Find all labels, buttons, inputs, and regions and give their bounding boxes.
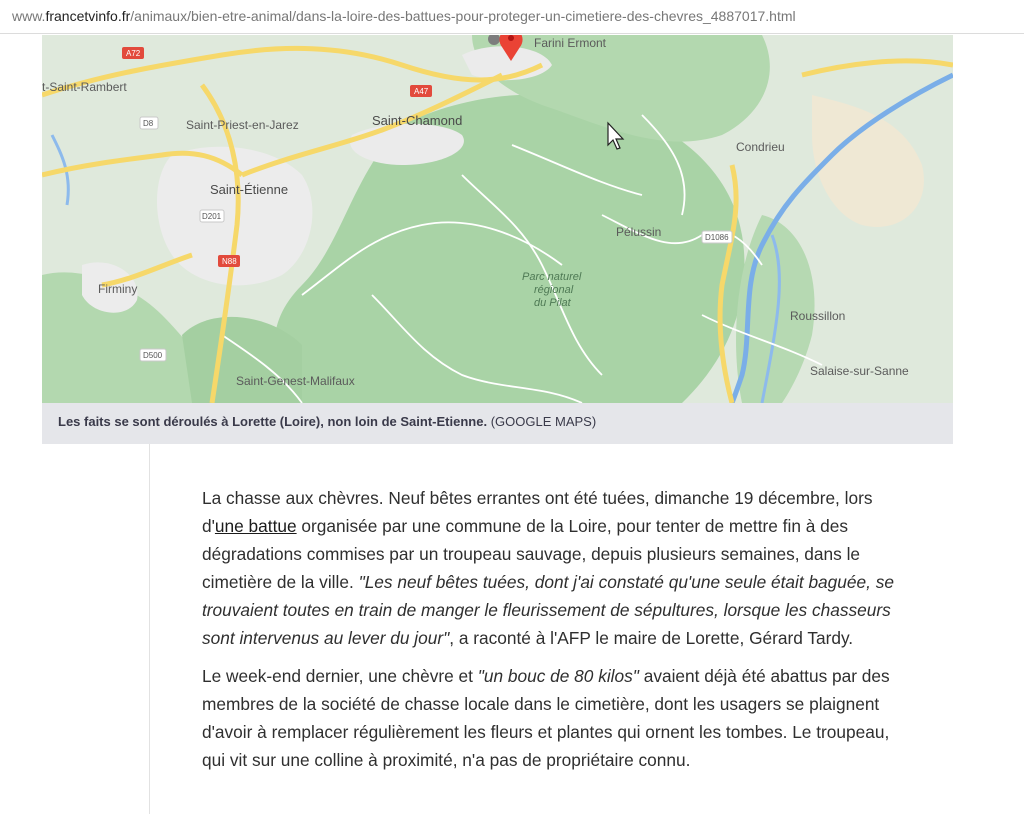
url-prefix: www. bbox=[12, 8, 46, 24]
map-caption bbox=[42, 403, 953, 444]
p1-text-a: La chasse aux chèvres. Neuf bêtes errantes ont été tuées, dimanche 19 décembre, lors d' bbox=[202, 488, 873, 536]
caption-text: Les faits se sont déroulés à Lorette (Loire), non loin de Saint-Etienne. bbox=[58, 414, 488, 429]
article-paragraph-2 bbox=[202, 662, 912, 774]
battue-link[interactable]: une battue bbox=[214, 516, 297, 536]
p1-text-b: organisée par une commune de la Loire, pour tenter de mettre fin à des dégradations commises par un troupeau sauvage, depuis plusieurs semaines, dans le cimetière de la ville. bbox=[202, 516, 861, 592]
road-n88-label: N88 bbox=[222, 257, 237, 266]
map-label-saint-etienne: Saint-Étienne bbox=[210, 182, 289, 197]
map-label-roussillon: Roussillon bbox=[790, 309, 846, 323]
article-body bbox=[202, 484, 912, 784]
map-label-park-line3: du Pilat bbox=[534, 297, 571, 309]
map-label-saint-genest: Saint-Genest-Malifaux bbox=[236, 374, 355, 388]
article-left-rule bbox=[149, 444, 150, 814]
p1-text-c: , a raconté à l'AFP le maire de Lorette, Gérard Tardy. bbox=[449, 628, 854, 648]
url-path: /animaux/bien-etre-animal/dans-la-loire-des-battues-pour-proteger-un-cimetiere-des-chevres_4887017.html bbox=[130, 8, 796, 24]
map-label-saint-rambert: t-Saint-Rambert bbox=[42, 80, 127, 94]
map-label-salaise: Salaise-sur-Sanne bbox=[810, 364, 909, 378]
map-label-park-line1: Parc naturel bbox=[522, 271, 582, 283]
caption-source: (GOOGLE MAPS) bbox=[490, 414, 597, 429]
road-d201-label: D201 bbox=[202, 212, 222, 221]
map-label-park-line2: régional bbox=[534, 284, 574, 296]
map-canvas bbox=[42, 35, 953, 403]
road-a47-label: A47 bbox=[414, 87, 429, 96]
map-label-condrieu: Condrieu bbox=[736, 140, 785, 154]
road-a72-label: A72 bbox=[126, 49, 141, 58]
map-label-firminy: Firminy bbox=[98, 282, 138, 296]
p2-text-b: avaient déjà été abattus par des membres de la société de chasse locale dans le cimetière, dont les usagers se plaignent d'avoir à remplacer régulièrement les fleurs et plantes qui ornent les tombes. Le troupeau, qui vit sur une colline à proximité, n'a pas de propriétaire connu. bbox=[202, 666, 890, 770]
map-label-pelussin: Pélussin bbox=[616, 225, 662, 239]
map-label-saint-priest: Saint-Priest-en-Jarez bbox=[186, 118, 299, 132]
p2-quote: "un bouc de 80 kilos" bbox=[477, 666, 639, 686]
article-paragraph-1 bbox=[202, 484, 912, 652]
p1-quote: "Les neuf bêtes tuées, dont j'ai constaté qu'une seule était baguée, se trouvaient toutes en train de manger le fleurissement de sépultures, lorsque les chasseurs sont intervenus au lever du jour" bbox=[202, 572, 894, 648]
url-domain: francetvinfo.fr bbox=[45, 8, 131, 24]
road-d500-label: D500 bbox=[143, 351, 163, 360]
road-d8-label: D8 bbox=[143, 119, 154, 128]
map-image[interactable] bbox=[42, 35, 953, 403]
map-label-saint-chamond: Saint-Chamond bbox=[372, 113, 463, 128]
p2-text-a: Le week-end dernier, une chèvre et bbox=[202, 666, 478, 686]
map-label-farini: Farini Ermont bbox=[534, 36, 607, 50]
browser-url-bar[interactable] bbox=[0, 0, 1024, 34]
road-d1086-label: D1086 bbox=[705, 233, 729, 242]
page-url[interactable] bbox=[12, 8, 796, 24]
